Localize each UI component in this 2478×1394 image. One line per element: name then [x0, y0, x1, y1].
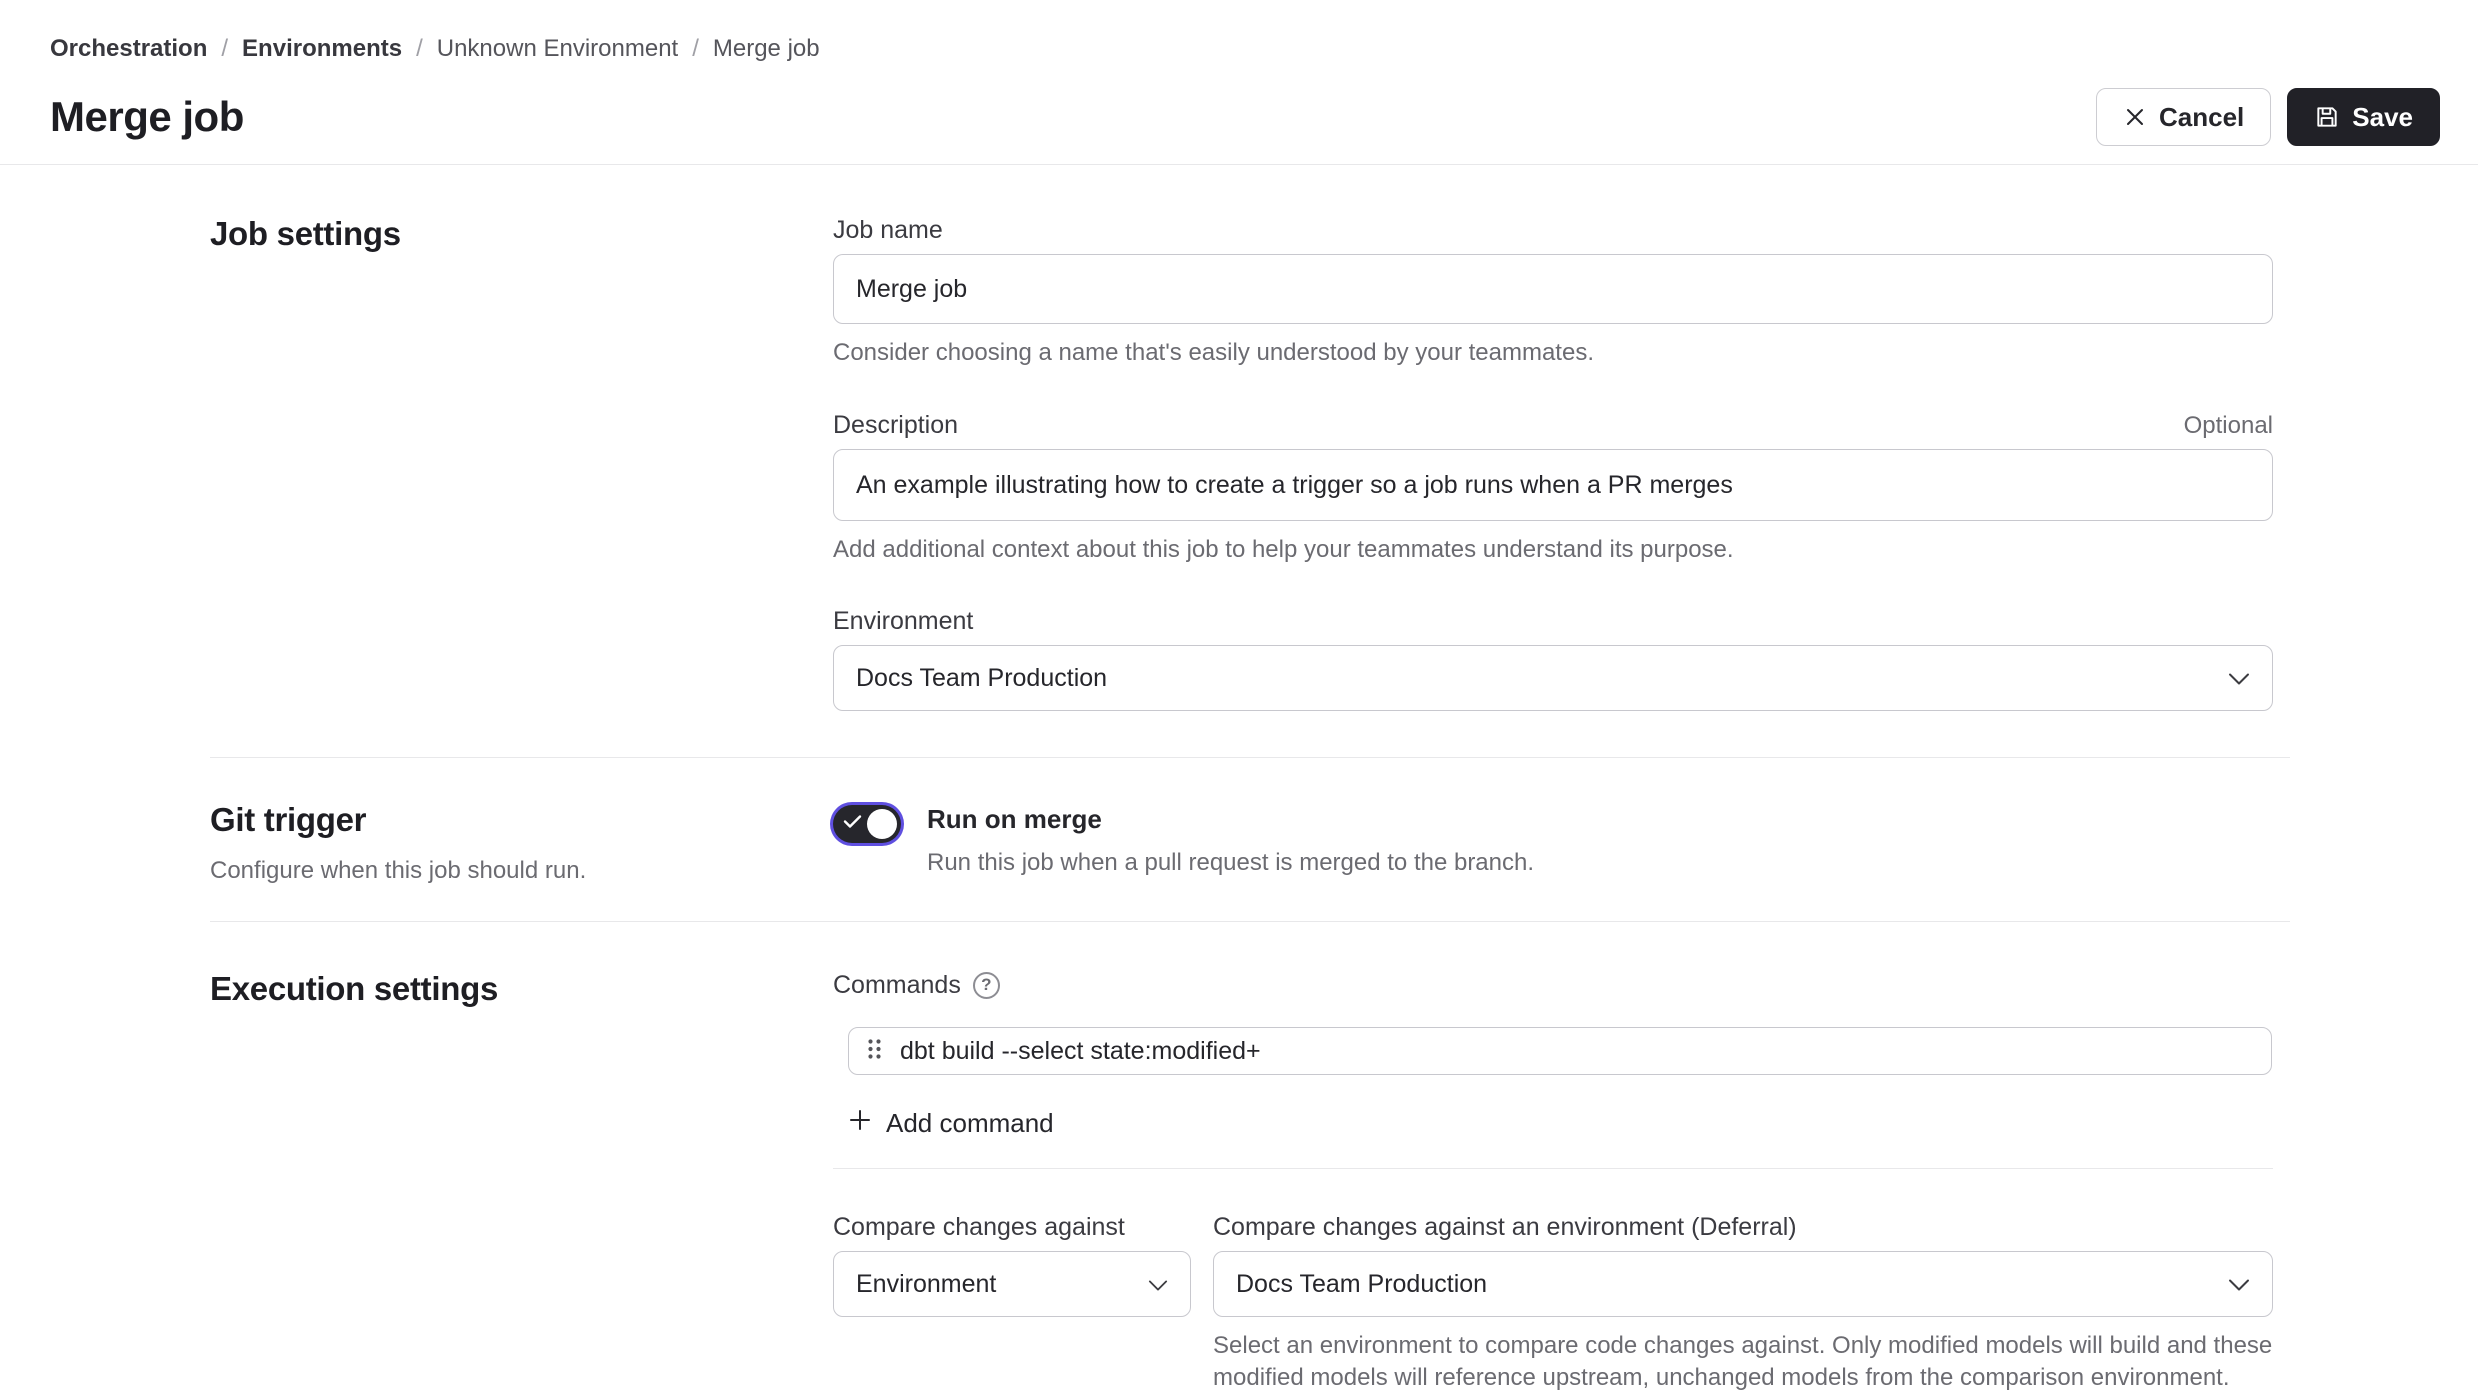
- description-label: Description: [833, 411, 959, 439]
- check-icon: [843, 814, 863, 835]
- breadcrumb-unknown-environment[interactable]: Unknown Environment: [436, 35, 679, 62]
- breadcrumb-merge-job: Merge job: [712, 35, 820, 62]
- deferral-select-value: Docs Team Production: [1236, 1269, 1488, 1298]
- git-trigger-section: [210, 758, 2290, 885]
- breadcrumb-separator: /: [221, 35, 229, 62]
- breadcrumb-separator: /: [692, 35, 699, 62]
- git-trigger-heading: Git trigger: [210, 801, 367, 838]
- cancel-button[interactable]: [2096, 88, 2271, 146]
- git-trigger-subtitle: Configure when this job should run.: [210, 857, 587, 884]
- page-title: Merge job: [50, 93, 244, 140]
- page-header: [0, 0, 2478, 165]
- compare-against-label: Compare changes against: [833, 1213, 1125, 1241]
- command-input[interactable]: dbt build --select state:modified+: [900, 1036, 1261, 1065]
- add-command-label: Add command: [886, 1108, 1054, 1138]
- compare-against-field-group: [833, 1212, 1191, 1394]
- cancel-button-label: Cancel: [2159, 101, 2245, 132]
- deferral-helper: Select an environment to compare code changes against. Only modified models will build and these modified models will reference upstream, unchanged models from the comparison environment.: [1213, 1332, 2273, 1391]
- execution-settings-heading: Execution settings: [210, 970, 498, 1007]
- breadcrumb-separator: /: [416, 35, 423, 62]
- job-name-field-group: [833, 215, 2273, 369]
- plus-icon: [848, 1108, 872, 1139]
- chevron-down-icon: [1148, 1270, 1168, 1299]
- deferral-environment-select[interactable]: [1213, 1251, 2273, 1317]
- command-row: [848, 1027, 2272, 1075]
- close-icon: [2123, 105, 2147, 129]
- toggle-knob: [867, 809, 897, 839]
- save-floppy-icon: [2314, 104, 2340, 130]
- chevron-down-icon: [2228, 664, 2250, 693]
- commands-label: Commands: [833, 971, 961, 999]
- run-on-merge-row: [833, 801, 2273, 877]
- run-on-merge-label: Run on merge: [927, 804, 1102, 834]
- job-name-label: Job name: [833, 216, 943, 244]
- description-input[interactable]: [833, 449, 2273, 521]
- chevron-down-icon: [2228, 1270, 2250, 1299]
- environment-field-group: [833, 606, 2273, 711]
- job-settings-section: [210, 165, 2290, 711]
- job-name-input[interactable]: [833, 254, 2273, 324]
- settings-form: [0, 165, 2478, 1394]
- question-mark-circle-icon[interactable]: ?: [973, 972, 1000, 999]
- execution-settings-section: [210, 922, 2290, 1394]
- breadcrumb: [50, 34, 2440, 64]
- environment-select[interactable]: [833, 645, 2273, 711]
- form-divider: [833, 1168, 2273, 1169]
- save-button[interactable]: [2287, 88, 2440, 146]
- drag-handle-icon[interactable]: [867, 1038, 882, 1065]
- run-on-merge-toggle[interactable]: [833, 805, 901, 843]
- run-on-merge-description: Run this job when a pull request is merged to the branch.: [927, 849, 1535, 876]
- compare-against-select-value: Environment: [856, 1269, 997, 1298]
- header-actions: [2096, 88, 2440, 146]
- deferral-field-group: [1213, 1212, 2273, 1394]
- job-settings-heading: Job settings: [210, 215, 401, 252]
- environment-label: Environment: [833, 607, 974, 635]
- description-helper: Add additional context about this job to help your teammates understand its purpose.: [833, 536, 1734, 563]
- description-field-group: [833, 410, 2273, 566]
- job-name-helper: Consider choosing a name that's easily understood by your teammates.: [833, 339, 1594, 366]
- compare-against-select[interactable]: [833, 1251, 1191, 1317]
- optional-badge: Optional: [2183, 412, 2273, 439]
- breadcrumb-environments[interactable]: Environments: [242, 35, 403, 62]
- breadcrumb-orchestration[interactable]: Orchestration: [50, 35, 208, 62]
- save-button-label: Save: [2352, 101, 2413, 132]
- environment-select-value: Docs Team Production: [856, 663, 1108, 692]
- deferral-label: Compare changes against an environment (Deferral): [1213, 1213, 1797, 1241]
- add-command-button[interactable]: [848, 1108, 1054, 1139]
